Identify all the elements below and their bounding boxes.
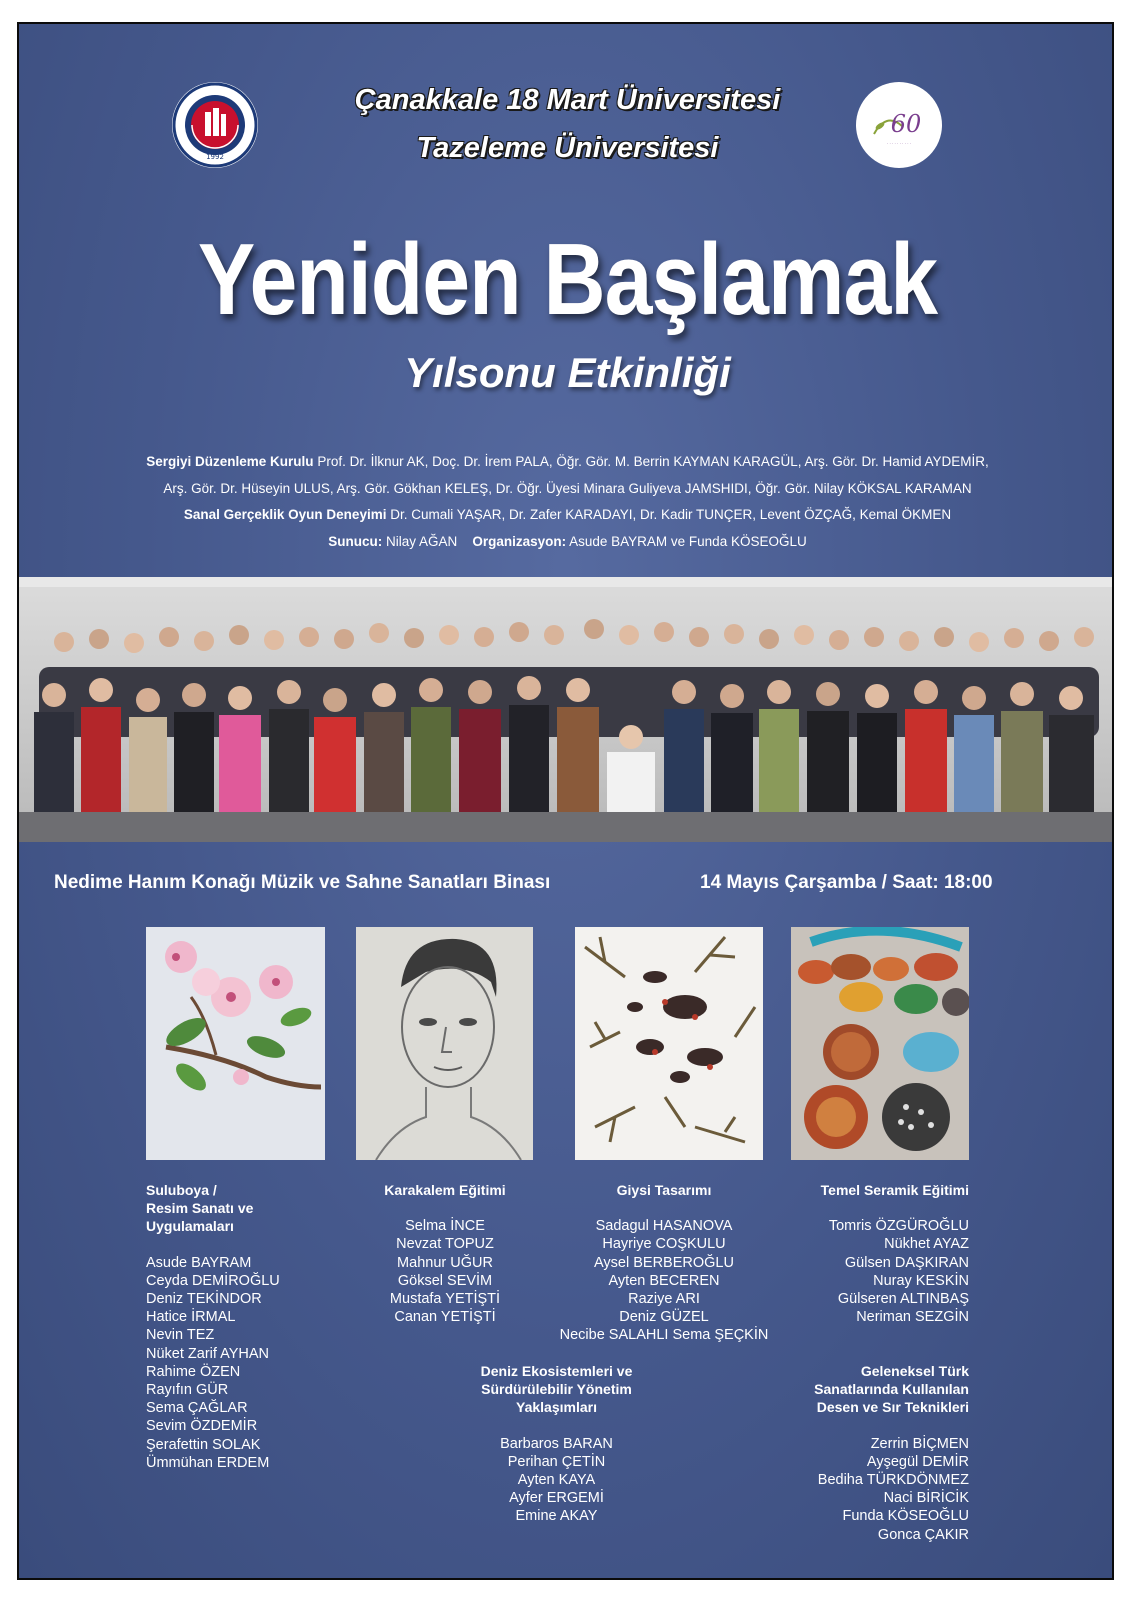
presenter-label: Sunucu:	[328, 534, 383, 549]
participant-name: Raziye ARI	[628, 1291, 700, 1308]
participant-name: Funda KÖSEOĞLU	[842, 1508, 969, 1525]
participant-name: Nükhet AYAZ	[884, 1236, 969, 1253]
participant-name: Ceyda DEMİROĞLU	[146, 1272, 280, 1289]
participant-name: Sevim ÖZDEMİR	[146, 1418, 258, 1435]
workshop-marine	[439, 1362, 674, 1526]
participant-name: Deniz GÜZEL	[619, 1309, 709, 1326]
participant-name: Nevin TEZ	[146, 1327, 215, 1344]
participant-name: Hatice İRMAL	[146, 1309, 236, 1326]
participant-name: Ayten BECEREN	[608, 1272, 720, 1289]
participant-name: Ayşegül DEMİR	[866, 1453, 969, 1470]
participant-name: Aysel BERBEROĞLU	[594, 1254, 734, 1271]
workshop-title-line: Uygulamaları	[146, 1218, 234, 1235]
participant-name: Nevzat TOPUZ	[396, 1236, 494, 1253]
workshop-title-line: Geleneksel Türk	[860, 1363, 969, 1379]
participant-name: Gülsen DAŞKIRAN	[844, 1254, 969, 1271]
event-date-time: 14 Mayıs Çarşamba / Saat: 18:00	[700, 872, 993, 893]
workshop-title-line: Desen ve Sır Teknikleri	[816, 1399, 969, 1416]
event-venue: Nedime Hanım Konağı Müzik ve Sahne Sanatları Binası	[54, 872, 551, 893]
participant-name: Necibe SALAHLI Sema ŞEÇKİN	[559, 1327, 769, 1344]
participant-name: Gülseren ALTINBAŞ	[837, 1291, 969, 1308]
workshop-title-line: Temel Seramik Eğitimi	[820, 1182, 969, 1198]
vr-label: Sanal Gerçeklik Oyun Deneyimi	[183, 507, 387, 522]
workshop-title-line: Karakalem Eğitimi	[384, 1182, 506, 1198]
committee-names-2: Arş. Gör. Dr. Hüseyin ULUS, Arş. Gör. Gökhan KELEŞ, Dr. Öğr. Üyesi Minara Guliyeva JAMSHIDI, Öğr. Gör. Nilay KÖKSAL KARAMAN	[163, 481, 972, 496]
participant-name: Selma İNCE	[405, 1218, 485, 1235]
workshop-title-line: Resim Sanatı ve	[146, 1200, 254, 1217]
workshop-title-line: Suluboya /	[146, 1182, 217, 1198]
credits-line-3	[19, 507, 1114, 522]
workshop-charcoal	[340, 1181, 550, 1326]
charcoal-portrait-image	[356, 927, 533, 1160]
participant-name: Hayriye COŞKULU	[602, 1236, 726, 1253]
credits-line-2	[19, 481, 1114, 496]
ceramics-image	[791, 927, 969, 1160]
committee-names-1: Prof. Dr. İlknur AK, Doç. Dr. İrem PALA, Öğr. Gör. M. Berrin KAYMAN KARAGÜL, Arş. Gör. Dr. Hamid AYDEMİR,	[317, 454, 989, 469]
participant-name: Rayıfın GÜR	[146, 1382, 229, 1399]
participant-name: Ümmühan ERDEM	[146, 1454, 270, 1471]
svg-text:. . . . . . . . . .: . . . . . . . . . .	[886, 140, 912, 145]
organization-names: Asude BAYRAM ve Funda KÖSEOĞLU	[569, 534, 807, 549]
svg-text:60: 60	[890, 110, 922, 138]
participant-name: Ayten KAYA	[517, 1472, 596, 1489]
participant-name: Bediha TÜRKDÖNMEZ	[817, 1472, 969, 1489]
workshop-title-line: Yaklaşımları	[516, 1399, 597, 1416]
workshop-ceramics	[759, 1181, 969, 1326]
participant-name: Rahime ÖZEN	[146, 1363, 241, 1380]
organization-label: Organizasyon:	[472, 534, 567, 549]
vr-names: Dr. Cumali YAŞAR, Dr. Zafer KARADAYI, Dr. Kadir TUNÇER, Levent ÖZÇAĞ, Kemal ÖKMEN	[390, 507, 952, 522]
participant-name: Mustafa YETİŞTİ	[389, 1291, 501, 1308]
clothing-design-image	[575, 927, 763, 1160]
participant-name: Perihan ÇETİN	[507, 1453, 606, 1470]
group-photo	[19, 577, 1114, 842]
participant-name: Asude BAYRAM	[146, 1254, 252, 1271]
event-subtitle: Yılsonu Etkinliği	[404, 349, 731, 396]
participant-name: Naci BİRİCİK	[883, 1490, 969, 1507]
workshop-title-line: Sanatlarında Kullanılan	[814, 1381, 969, 1398]
participant-name: Barbaros BARAN	[500, 1435, 613, 1452]
participant-name: Tomris ÖZGÜROĞLU	[828, 1218, 969, 1235]
program-name: Tazeleme Üniversitesi	[416, 132, 719, 164]
participant-name: Deniz TEKİNDOR	[146, 1291, 262, 1308]
poster	[17, 22, 1114, 1580]
committee-label: Sergiyi Düzenleme Kurulu	[146, 454, 314, 469]
watercolor-painting-image	[146, 927, 325, 1160]
credits-line-4	[19, 534, 1114, 549]
event-title: Yeniden Başlamak	[197, 223, 938, 337]
workshop-title-line: Giysi Tasarımı	[616, 1182, 712, 1198]
participant-name: Mahnur UĞUR	[397, 1254, 493, 1271]
workshop-traditional	[759, 1362, 969, 1544]
participant-name: Sadagul HASANOVA	[595, 1218, 733, 1235]
participant-name: Gonca ÇAKIR	[877, 1526, 969, 1543]
workshop-watercolor	[146, 1181, 346, 1472]
participant-name: Zerrin BİÇMEN	[870, 1435, 969, 1452]
participant-name: Emine AKAY	[515, 1508, 598, 1525]
participant-name: Neriman SEZGİN	[856, 1309, 969, 1326]
university-name: Çanakkale 18 Mart Üniversitesi	[354, 84, 781, 116]
participant-name: Nüket Zarif AYHAN	[146, 1345, 270, 1362]
participant-name: Ayfer ERGEMİ	[509, 1490, 604, 1507]
presenter-name: Nilay AĞAN	[386, 534, 458, 549]
workshop-clothing	[539, 1181, 789, 1345]
workshop-title-line: Deniz Ekosistemleri ve	[480, 1363, 633, 1379]
participant-name: Göksel SEVİM	[397, 1272, 493, 1289]
participant-name: Nuray KESKİN	[873, 1272, 969, 1289]
participant-name: Sema ÇAĞLAR	[146, 1400, 248, 1417]
participant-name: Canan YETİŞTİ	[394, 1309, 496, 1326]
participant-name: Şerafettin SOLAK	[146, 1436, 261, 1453]
workshop-title-line: Sürdürülebilir Yönetim	[481, 1381, 632, 1398]
credits-line-1	[19, 454, 1114, 469]
svg-text:1992: 1992	[206, 153, 224, 161]
